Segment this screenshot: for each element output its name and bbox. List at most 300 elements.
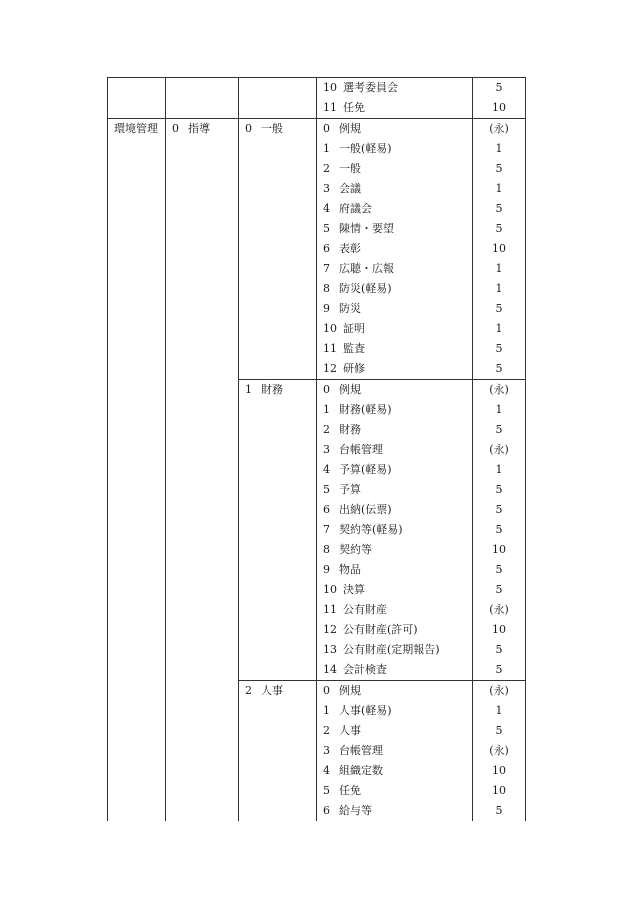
empty-cell <box>108 380 166 401</box>
item-cell <box>317 781 473 801</box>
item-cell-label: 陳情・要望 <box>339 222 394 235</box>
item-cell <box>317 380 473 401</box>
table-row <box>108 560 526 580</box>
item-cell-code: 0 <box>323 383 330 396</box>
table-row <box>108 440 526 460</box>
retention-period-cell: 10 <box>473 761 526 781</box>
item-cell-code: 6 <box>323 804 330 817</box>
empty-cell <box>239 741 317 761</box>
table-row <box>108 460 526 480</box>
section-cell-label: 人事 <box>261 684 283 697</box>
table-row <box>108 400 526 420</box>
empty-cell <box>166 781 239 801</box>
item-cell-code: 2 <box>323 724 330 737</box>
table-row <box>108 520 526 540</box>
item-cell <box>317 219 473 239</box>
retention-period-cell: (永) <box>473 440 526 460</box>
empty-cell <box>166 560 239 580</box>
empty-cell <box>108 701 166 721</box>
empty-cell <box>108 480 166 500</box>
retention-period-cell: (永) <box>473 119 526 140</box>
item-cell-code: 3 <box>323 443 330 456</box>
empty-cell <box>239 299 317 319</box>
empty-cell <box>108 440 166 460</box>
retention-period-cell: 1 <box>473 701 526 721</box>
empty-cell <box>108 781 166 801</box>
empty-cell <box>239 560 317 580</box>
item-cell <box>317 279 473 299</box>
section-cell-code: 1 <box>245 383 252 396</box>
retention-period-cell: 1 <box>473 460 526 480</box>
empty-cell <box>108 359 166 380</box>
section-cell <box>239 119 317 140</box>
retention-period-cell: 5 <box>473 721 526 741</box>
item-cell-code: 3 <box>323 744 330 757</box>
table-row <box>108 781 526 801</box>
item-cell <box>317 560 473 580</box>
item-cell-code: 6 <box>323 242 330 255</box>
item-cell-code: 10 <box>323 583 337 596</box>
item-cell-label: 契約等 <box>339 543 372 556</box>
retention-period-cell: 10 <box>473 781 526 801</box>
retention-period-cell: (永) <box>473 681 526 702</box>
empty-cell <box>166 279 239 299</box>
empty-cell <box>166 741 239 761</box>
item-cell <box>317 480 473 500</box>
empty-cell <box>239 620 317 640</box>
retention-period-cell: 1 <box>473 400 526 420</box>
table-row <box>108 179 526 199</box>
empty-cell <box>239 660 317 681</box>
item-cell-label: 会計検査 <box>343 663 387 676</box>
empty-cell <box>108 78 166 99</box>
empty-cell <box>166 620 239 640</box>
item-cell-label: 物品 <box>339 563 361 576</box>
empty-cell <box>108 219 166 239</box>
empty-cell <box>108 159 166 179</box>
item-cell-code: 7 <box>323 262 330 275</box>
item-cell <box>317 78 473 99</box>
empty-cell <box>166 400 239 420</box>
empty-cell <box>108 681 166 702</box>
empty-cell <box>166 520 239 540</box>
empty-cell <box>108 580 166 600</box>
retention-period-cell: 10 <box>473 239 526 259</box>
retention-period-cell: 5 <box>473 78 526 99</box>
retention-period-cell: 5 <box>473 159 526 179</box>
item-cell-code: 13 <box>323 643 337 656</box>
category-cell-label: 環境管理 <box>114 122 158 135</box>
item-cell-label: 選考委員会 <box>343 81 398 94</box>
retention-period-cell: 10 <box>473 540 526 560</box>
empty-cell <box>166 660 239 681</box>
empty-cell <box>108 460 166 480</box>
item-cell-code: 14 <box>323 663 337 676</box>
item-cell-code: 2 <box>323 162 330 175</box>
item-cell-code: 1 <box>323 704 330 717</box>
empty-cell <box>166 380 239 401</box>
item-cell <box>317 801 473 821</box>
empty-cell <box>239 520 317 540</box>
table-row <box>108 741 526 761</box>
empty-cell <box>239 219 317 239</box>
retention-period-cell: 5 <box>473 339 526 359</box>
empty-cell <box>108 420 166 440</box>
table-row <box>108 620 526 640</box>
category-cell <box>108 119 166 140</box>
empty-cell <box>239 279 317 299</box>
empty-cell <box>166 199 239 219</box>
table-row <box>108 500 526 520</box>
item-cell-label: 予算(軽易) <box>339 463 392 476</box>
retention-period-cell: (永) <box>473 741 526 761</box>
empty-cell <box>108 279 166 299</box>
item-cell <box>317 179 473 199</box>
empty-cell <box>108 500 166 520</box>
item-cell-code: 12 <box>323 362 337 375</box>
item-cell-label: 任免 <box>339 784 361 797</box>
empty-cell <box>166 640 239 660</box>
empty-cell <box>239 339 317 359</box>
retention-period-cell: (永) <box>473 600 526 620</box>
retention-period-cell: 1 <box>473 319 526 339</box>
item-cell <box>317 600 473 620</box>
empty-cell <box>166 139 239 159</box>
table-row <box>108 259 526 279</box>
empty-cell <box>166 460 239 480</box>
item-cell-label: 研修 <box>343 362 365 375</box>
item-cell <box>317 119 473 140</box>
retention-period-cell: 5 <box>473 560 526 580</box>
item-cell-label: 組織定数 <box>339 764 383 777</box>
item-cell <box>317 460 473 480</box>
empty-cell <box>108 640 166 660</box>
empty-cell <box>108 741 166 761</box>
empty-cell <box>166 339 239 359</box>
empty-cell <box>239 761 317 781</box>
empty-cell <box>166 801 239 821</box>
item-cell-label: 例規 <box>339 684 361 697</box>
retention-period-cell: (永) <box>473 380 526 401</box>
item-cell-code: 7 <box>323 523 330 536</box>
retention-schedule-table <box>107 77 526 821</box>
empty-cell <box>166 600 239 620</box>
item-cell-label: 人事(軽易) <box>339 704 392 717</box>
item-cell <box>317 640 473 660</box>
retention-period-cell: 5 <box>473 640 526 660</box>
retention-period-cell: 5 <box>473 480 526 500</box>
item-cell-label: 予算 <box>339 483 361 496</box>
item-cell-label: 一般 <box>339 162 361 175</box>
item-cell-code: 10 <box>323 81 337 94</box>
empty-cell <box>166 179 239 199</box>
item-cell-label: 府議会 <box>339 202 372 215</box>
item-cell <box>317 199 473 219</box>
item-cell-label: 広聴・広報 <box>339 262 394 275</box>
item-cell <box>317 159 473 179</box>
item-cell-label: 防災 <box>339 302 361 315</box>
item-cell-code: 6 <box>323 503 330 516</box>
empty-cell <box>166 500 239 520</box>
item-cell-label: 財務(軽易) <box>339 403 392 416</box>
empty-cell <box>108 199 166 219</box>
item-cell-label: 任免 <box>343 101 365 114</box>
empty-cell <box>239 440 317 460</box>
empty-cell <box>239 159 317 179</box>
section-cell-code: 0 <box>245 122 252 135</box>
item-cell-label: 一般(軽易) <box>339 142 392 155</box>
item-cell-label: 契約等(軽易) <box>339 523 403 536</box>
item-cell <box>317 239 473 259</box>
empty-cell <box>239 460 317 480</box>
table-row <box>108 420 526 440</box>
empty-cell <box>239 400 317 420</box>
empty-cell <box>166 219 239 239</box>
table-row <box>108 159 526 179</box>
empty-cell <box>239 640 317 660</box>
table-row <box>108 339 526 359</box>
retention-period-cell: 1 <box>473 139 526 159</box>
empty-cell <box>108 721 166 741</box>
item-cell <box>317 319 473 339</box>
empty-cell <box>108 139 166 159</box>
table-row <box>108 540 526 560</box>
item-cell-label: 防災(軽易) <box>339 282 392 295</box>
item-cell-code: 11 <box>323 342 337 355</box>
item-cell-label: 例規 <box>339 383 361 396</box>
empty-cell <box>108 98 166 119</box>
item-cell-code: 9 <box>323 302 330 315</box>
empty-cell <box>166 761 239 781</box>
empty-cell <box>166 480 239 500</box>
section-cell-code: 2 <box>245 684 252 697</box>
middle-category-cell <box>166 119 239 140</box>
retention-period-cell: 5 <box>473 420 526 440</box>
empty-cell <box>239 781 317 801</box>
item-cell-label: 表彰 <box>339 242 361 255</box>
item-cell <box>317 400 473 420</box>
table-row <box>108 139 526 159</box>
table-row <box>108 78 526 99</box>
table-row <box>108 199 526 219</box>
item-cell <box>317 741 473 761</box>
empty-cell <box>108 540 166 560</box>
section-cell-label: 財務 <box>261 383 283 396</box>
item-cell-code: 11 <box>323 603 337 616</box>
retention-period-cell: 5 <box>473 199 526 219</box>
empty-cell <box>166 299 239 319</box>
empty-cell <box>108 560 166 580</box>
item-cell <box>317 761 473 781</box>
retention-period-cell: 1 <box>473 179 526 199</box>
empty-cell <box>166 159 239 179</box>
item-cell-code: 10 <box>323 322 337 335</box>
empty-cell <box>108 620 166 640</box>
table-row <box>108 721 526 741</box>
retention-period-cell: 5 <box>473 500 526 520</box>
item-cell <box>317 139 473 159</box>
retention-period-cell: 5 <box>473 801 526 821</box>
item-cell <box>317 359 473 380</box>
empty-cell <box>239 98 317 119</box>
item-cell-code: 12 <box>323 623 337 636</box>
item-cell-code: 8 <box>323 282 330 295</box>
table-row <box>108 580 526 600</box>
table-row <box>108 681 526 702</box>
empty-cell <box>108 801 166 821</box>
empty-cell <box>239 179 317 199</box>
table-row <box>108 660 526 681</box>
empty-cell <box>166 319 239 339</box>
empty-cell <box>239 139 317 159</box>
empty-cell <box>166 239 239 259</box>
retention-period-cell: 5 <box>473 520 526 540</box>
retention-period-cell: 1 <box>473 279 526 299</box>
item-cell-code: 4 <box>323 764 330 777</box>
item-cell-label: 出納(伝票) <box>339 503 392 516</box>
table-row <box>108 98 526 119</box>
empty-cell <box>166 701 239 721</box>
item-cell-label: 台帳管理 <box>339 744 383 757</box>
empty-cell <box>239 500 317 520</box>
empty-cell <box>108 259 166 279</box>
empty-cell <box>166 440 239 460</box>
item-cell-label: 監査 <box>343 342 365 355</box>
item-cell <box>317 259 473 279</box>
retention-period-cell: 5 <box>473 219 526 239</box>
item-cell-code: 8 <box>323 543 330 556</box>
empty-cell <box>239 580 317 600</box>
empty-cell <box>108 299 166 319</box>
item-cell <box>317 620 473 640</box>
retention-period-cell: 5 <box>473 299 526 319</box>
item-cell-label: 給与等 <box>339 804 372 817</box>
item-cell <box>317 440 473 460</box>
retention-period-cell: 5 <box>473 660 526 681</box>
middle-category-cell-code: 0 <box>172 122 179 135</box>
empty-cell <box>166 540 239 560</box>
item-cell-code: 2 <box>323 423 330 436</box>
item-cell-label: 財務 <box>339 423 361 436</box>
empty-cell <box>239 721 317 741</box>
table-row <box>108 600 526 620</box>
empty-cell <box>239 78 317 99</box>
table-row <box>108 239 526 259</box>
empty-cell <box>166 98 239 119</box>
retention-period-cell: 5 <box>473 580 526 600</box>
empty-cell <box>239 540 317 560</box>
item-cell-code: 3 <box>323 182 330 195</box>
empty-cell <box>166 359 239 380</box>
middle-category-cell-label: 指導 <box>188 122 210 135</box>
table-row <box>108 380 526 401</box>
empty-cell <box>239 359 317 380</box>
retention-period-cell: 10 <box>473 98 526 119</box>
table-row <box>108 299 526 319</box>
table-row <box>108 701 526 721</box>
item-cell <box>317 540 473 560</box>
empty-cell <box>108 239 166 259</box>
item-cell <box>317 580 473 600</box>
item-cell <box>317 299 473 319</box>
empty-cell <box>108 520 166 540</box>
item-cell-label: 公有財産(定期報告) <box>343 643 440 656</box>
item-cell-label: 例規 <box>339 122 361 135</box>
empty-cell <box>108 761 166 781</box>
item-cell <box>317 701 473 721</box>
empty-cell <box>239 420 317 440</box>
item-cell <box>317 339 473 359</box>
empty-cell <box>166 721 239 741</box>
item-cell-label: 公有財産(許可) <box>343 623 418 636</box>
item-cell <box>317 98 473 119</box>
table-row <box>108 359 526 380</box>
empty-cell <box>108 319 166 339</box>
item-cell-code: 0 <box>323 684 330 697</box>
table-row <box>108 219 526 239</box>
item-cell <box>317 721 473 741</box>
table-row <box>108 279 526 299</box>
retention-period-cell: 10 <box>473 620 526 640</box>
table-row <box>108 640 526 660</box>
empty-cell <box>166 259 239 279</box>
item-cell-code: 1 <box>323 142 330 155</box>
section-cell <box>239 380 317 401</box>
item-cell-label: 公有財産 <box>343 603 387 616</box>
empty-cell <box>239 239 317 259</box>
item-cell <box>317 520 473 540</box>
item-cell <box>317 660 473 681</box>
empty-cell <box>239 801 317 821</box>
item-cell-code: 5 <box>323 784 330 797</box>
item-cell-code: 4 <box>323 463 330 476</box>
empty-cell <box>239 480 317 500</box>
table-row <box>108 480 526 500</box>
empty-cell <box>108 660 166 681</box>
table-row <box>108 761 526 781</box>
empty-cell <box>108 339 166 359</box>
item-cell-code: 4 <box>323 202 330 215</box>
empty-cell <box>108 600 166 620</box>
item-cell <box>317 681 473 702</box>
section-cell <box>239 681 317 702</box>
item-cell-label: 人事 <box>339 724 361 737</box>
item-cell-label: 会議 <box>339 182 361 195</box>
empty-cell <box>108 179 166 199</box>
empty-cell <box>239 199 317 219</box>
empty-cell <box>239 701 317 721</box>
empty-cell <box>239 600 317 620</box>
item-cell-code: 9 <box>323 563 330 576</box>
item-cell-label: 決算 <box>343 583 365 596</box>
empty-cell <box>166 681 239 702</box>
item-cell-label: 台帳管理 <box>339 443 383 456</box>
empty-cell <box>108 400 166 420</box>
empty-cell <box>166 78 239 99</box>
item-cell-code: 5 <box>323 483 330 496</box>
item-cell-code: 0 <box>323 122 330 135</box>
item-cell <box>317 500 473 520</box>
table-row <box>108 319 526 339</box>
empty-cell <box>166 420 239 440</box>
item-cell-code: 11 <box>323 101 337 114</box>
table-row <box>108 801 526 821</box>
table-row <box>108 119 526 140</box>
retention-period-cell: 5 <box>473 359 526 380</box>
item-cell <box>317 420 473 440</box>
retention-period-cell: 1 <box>473 259 526 279</box>
section-cell-label: 一般 <box>261 122 283 135</box>
